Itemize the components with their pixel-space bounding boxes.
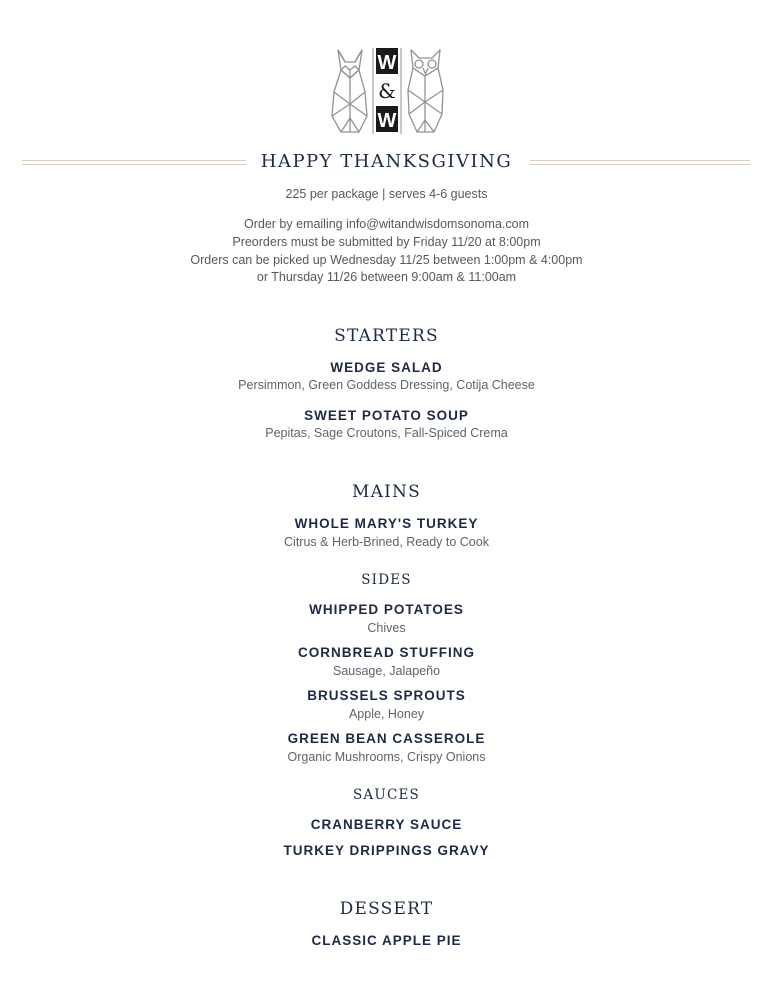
logo-graphic — [329, 44, 445, 136]
section-heading-starters: STARTERS — [334, 326, 439, 346]
menu-item-description: Persimmon, Green Goddess Dressing, Cotija Cheese — [238, 378, 535, 392]
pickup-thursday-line: or Thursday 11/26 between 9:00am & 11:00am — [256, 270, 517, 284]
owl-icon — [408, 50, 443, 132]
menu-item-name: GREEN BEAN CASSEROLE — [287, 731, 486, 746]
fox-icon — [332, 50, 367, 132]
menu-item-name: CLASSIC APPLE PIE — [311, 933, 462, 948]
title-row — [0, 148, 773, 176]
menu-item-description: Sausage, Jalapeño — [332, 664, 441, 678]
page-title: HAPPY THANKSGIVING — [260, 151, 513, 172]
pricing-line: 225 per package | serves 4-6 guests — [285, 187, 488, 201]
menu-item-name: WHOLE MARY'S TURKEY — [294, 516, 479, 531]
section-heading-mains: MAINS — [352, 482, 421, 502]
menu-item-name: TURKEY DRIPPINGS GRAVY — [283, 843, 490, 858]
menu-item-description: Apple, Honey — [348, 707, 425, 721]
menu-item-name: BRUSSELS SPROUTS — [307, 688, 466, 703]
section-heading-sauces: SAUCES — [352, 787, 420, 803]
preorder-deadline-line: Preorders must be submitted by Friday 11/20 at 8:00pm — [232, 235, 541, 249]
logo-top-letter: W — [377, 52, 397, 74]
menu-item-name: CRANBERRY SAUCE — [310, 817, 463, 832]
menu-item-description: Citrus & Herb-Brined, Ready to Cook — [284, 535, 489, 549]
order-email-line: Order by emailing info@witandwisdomsonoma.com — [243, 217, 530, 231]
section-heading-dessert: DESSERT — [339, 899, 434, 919]
logo-bottom-letter: W — [377, 110, 397, 132]
menu-item-name: CORNBREAD STUFFING — [298, 645, 475, 660]
menu-item-name: SWEET POTATO SOUP — [304, 408, 469, 423]
wit-and-wisdom-logo — [329, 44, 445, 136]
menu-item-name: WEDGE SALAD — [330, 360, 443, 375]
menu-item-description: Pepitas, Sage Croutons, Fall-Spiced Crema — [265, 426, 508, 440]
menu-item-name: WHIPPED POTATOES — [309, 602, 464, 617]
menu-item-description: Organic Mushrooms, Crispy Onions — [287, 750, 486, 764]
menu-item-description: Chives — [367, 621, 406, 635]
pickup-wednesday-line: Orders can be picked up Wednesday 11/25 between 1:00pm & 4:00pm — [190, 253, 583, 267]
logo-ampersand: & — [378, 79, 396, 103]
section-heading-sides: SIDES — [361, 572, 412, 588]
